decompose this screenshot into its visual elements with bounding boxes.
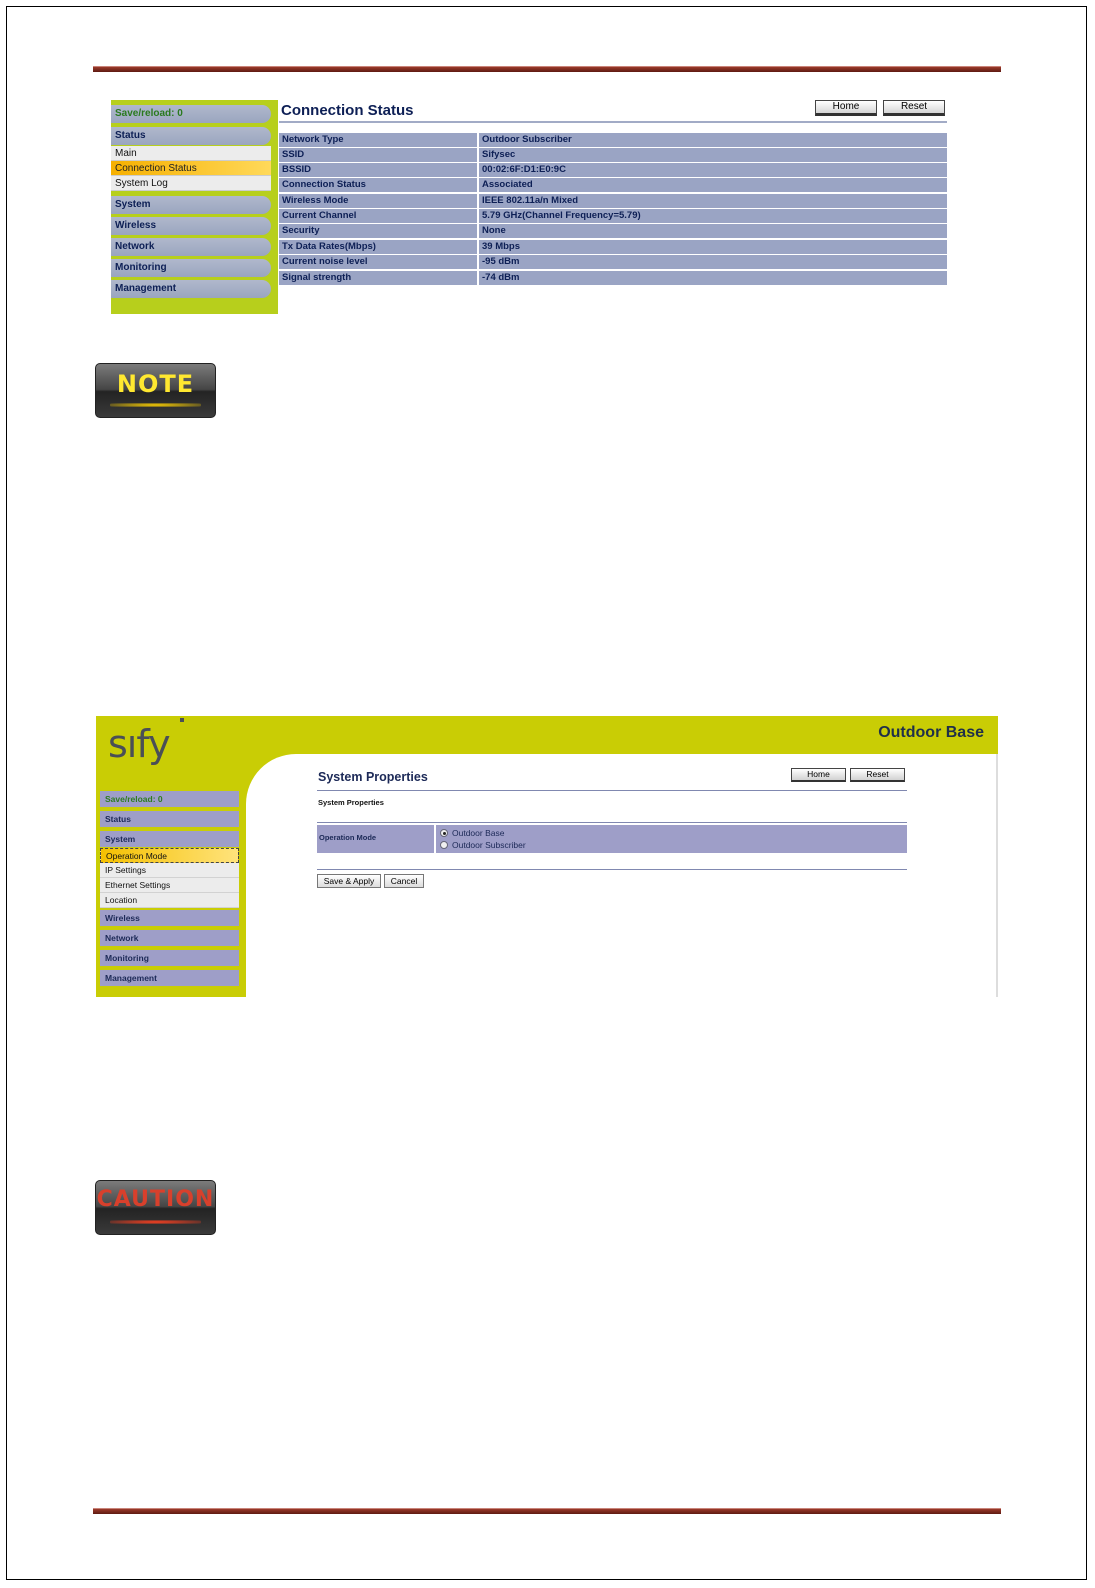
radio-label: Outdoor Base xyxy=(452,828,505,838)
reset-button[interactable]: Reset xyxy=(850,768,905,782)
logo-dot xyxy=(180,718,184,722)
sidebar-subitem-connection-status[interactable]: Connection Status xyxy=(111,161,271,176)
connection-status-screenshot xyxy=(111,100,959,314)
table-row xyxy=(279,255,947,269)
home-button[interactable]: Home xyxy=(791,768,846,782)
sidebar-item-system[interactable]: System xyxy=(100,831,239,847)
operation-mode-row xyxy=(317,825,907,853)
save-apply-button[interactable]: Save & Apply xyxy=(317,874,381,888)
sidebar xyxy=(111,100,278,314)
page-title: System Properties xyxy=(318,770,428,784)
sidebar-item-management[interactable]: Management xyxy=(111,280,271,298)
table-row xyxy=(279,178,947,192)
table-row xyxy=(279,240,947,254)
radio-label: Outdoor Subscriber xyxy=(452,840,526,850)
footer-rule xyxy=(93,1508,1001,1514)
operation-mode-label: Operation Mode xyxy=(319,833,377,842)
row-value: Associated xyxy=(482,179,533,190)
row-value: None xyxy=(482,225,506,236)
note-label: NOTE xyxy=(116,370,195,398)
caution-badge xyxy=(95,1180,216,1235)
cancel-button[interactable]: Cancel xyxy=(384,874,424,888)
sidebar-subitem-ip-settings[interactable]: IP Settings xyxy=(100,863,239,878)
row-label: SSID xyxy=(282,149,305,160)
sidebar-item-monitoring[interactable]: Monitoring xyxy=(100,950,239,966)
sidebar-item-wireless[interactable]: Wireless xyxy=(100,910,239,926)
row-label: Connection Status xyxy=(282,179,366,190)
save-reload-tab[interactable]: Save/reload: 0 xyxy=(111,105,271,123)
sidebar-item-wireless[interactable]: Wireless xyxy=(111,217,271,235)
sidebar-item-system[interactable]: System xyxy=(111,196,271,214)
sidebar-item-network[interactable]: Network xyxy=(111,238,271,256)
row-value: -74 dBm xyxy=(482,272,520,283)
table-row xyxy=(279,194,947,208)
sidebar-item-status[interactable]: Status xyxy=(111,127,271,145)
row-value: IEEE 802.11a/n Mixed xyxy=(482,195,579,206)
table-row xyxy=(279,133,947,147)
row-label: BSSID xyxy=(282,164,312,175)
page-title: Connection Status xyxy=(281,102,414,119)
sidebar-subitem-location[interactable]: Location xyxy=(100,893,239,908)
sify-logo: sıfy xyxy=(108,722,170,766)
radio-outdoor-base[interactable] xyxy=(440,828,504,838)
save-reload-tab[interactable]: Save/reload: 0 xyxy=(100,791,239,807)
note-badge xyxy=(95,363,216,418)
radio-selected-icon[interactable] xyxy=(440,829,448,837)
radio-outdoor-subscriber[interactable] xyxy=(440,840,526,850)
row-value: -95 dBm xyxy=(482,256,520,267)
row-label: Wireless Mode xyxy=(282,195,349,206)
radio-unselected-icon[interactable] xyxy=(440,841,448,849)
section-rule xyxy=(317,822,907,823)
row-label: Security xyxy=(282,225,320,236)
row-value: 39 Mbps xyxy=(482,241,521,252)
row-label: Tx Data Rates(Mbps) xyxy=(282,241,376,252)
caution-label: CAUTION xyxy=(96,1187,215,1212)
row-value: Sifysec xyxy=(482,149,516,160)
sidebar-subitem-operation-mode[interactable]: Operation Mode xyxy=(100,848,239,863)
sidebar-subitem-system-log[interactable]: System Log xyxy=(111,176,271,191)
table-row xyxy=(279,224,947,238)
home-button[interactable]: Home xyxy=(815,100,877,116)
system-properties-screenshot xyxy=(96,716,998,997)
sidebar-item-monitoring[interactable]: Monitoring xyxy=(111,259,271,277)
table-row xyxy=(279,271,947,285)
row-value: 5.79 GHz(Channel Frequency=5.79) xyxy=(482,210,641,221)
sidebar-item-management[interactable]: Management xyxy=(100,970,239,986)
sidebar-subitem-main[interactable]: Main xyxy=(111,146,271,161)
row-label: Network Type xyxy=(282,134,344,145)
bottom-rule xyxy=(317,869,907,870)
section-subtitle: System Properties xyxy=(318,798,384,807)
table-row xyxy=(279,163,947,177)
row-label: Current noise level xyxy=(282,256,368,267)
title-rule xyxy=(317,790,907,791)
sidebar-subitem-ethernet-settings[interactable]: Ethernet Settings xyxy=(100,878,239,893)
sidebar-item-status[interactable]: Status xyxy=(100,811,239,827)
reset-button[interactable]: Reset xyxy=(883,100,945,116)
title-rule xyxy=(279,121,947,123)
sidebar-item-network[interactable]: Network xyxy=(100,930,239,946)
header-rule xyxy=(93,66,1001,72)
row-value: 00:02:6F:D1:E0:9C xyxy=(482,164,566,175)
table-row xyxy=(279,209,947,223)
row-label: Current Channel xyxy=(282,210,357,221)
brand-title: Outdoor Base xyxy=(878,724,984,741)
table-row xyxy=(279,148,947,162)
row-value: Outdoor Subscriber xyxy=(482,134,572,145)
row-label: Signal strength xyxy=(282,272,352,283)
